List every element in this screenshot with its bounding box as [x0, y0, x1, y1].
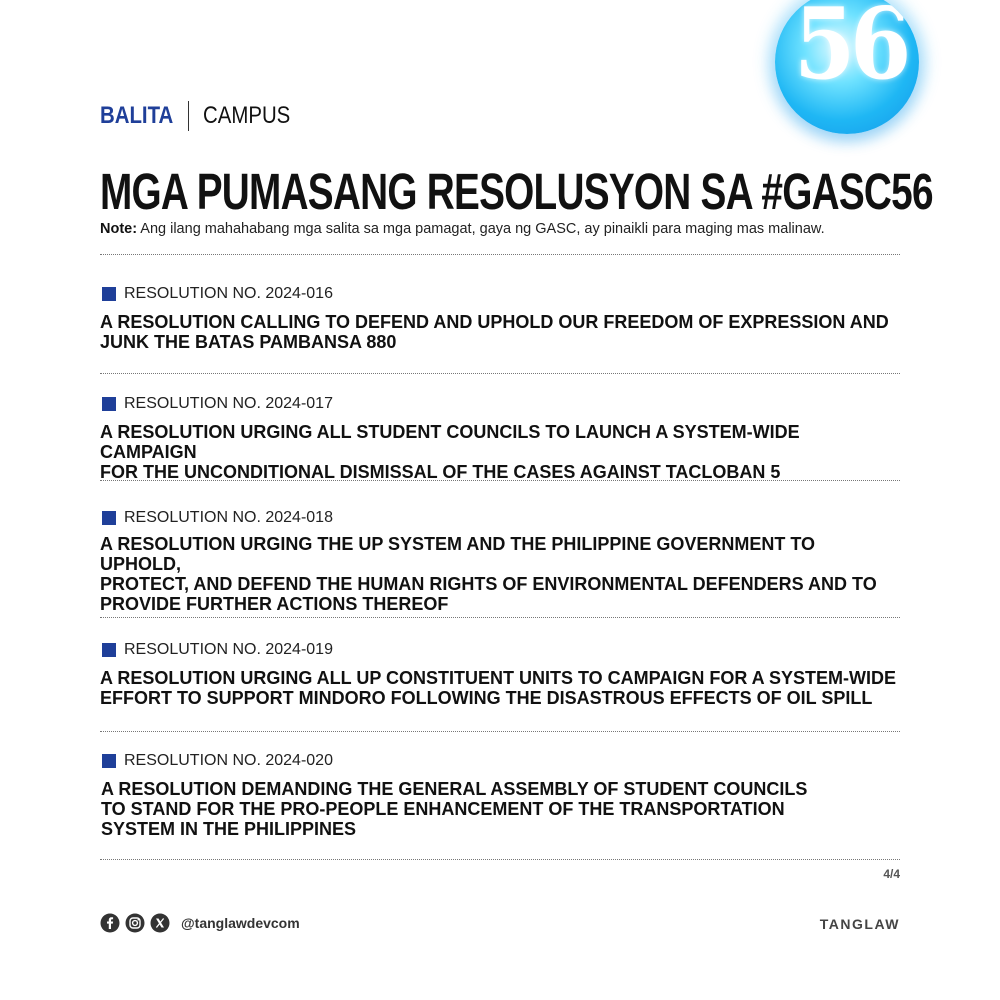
resolution-number-text: RESOLUTION NO. 2024-019: [124, 641, 333, 658]
resolution-number: [100, 284, 900, 304]
bullet-square-icon: [102, 754, 116, 768]
resolution-item: [100, 751, 900, 839]
facebook-icon[interactable]: [100, 913, 120, 933]
resolution-number: [100, 751, 900, 771]
resolution-title: A RESOLUTION CALLING TO DEFEND AND UPHOLD OUR FREEDOM OF EXPRESSION AND JUNK THE BATAS PAMBANSA 880: [100, 312, 889, 352]
resolution-title: A RESOLUTION URGING ALL STUDENT COUNCILS TO LAUNCH A SYSTEM-WIDE CAMPAIGN FOR THE UNCONDITIONAL DISMISSAL OF THE CASES AGAINST TACLOBAN 5: [100, 422, 800, 482]
social-handle[interactable]: @tanglawdevcom: [181, 915, 300, 931]
divider: [100, 617, 900, 618]
subsection-label[interactable]: CAMPUS: [203, 102, 291, 129]
page-indicator: 4/4: [883, 867, 900, 881]
note-label: Note:: [100, 221, 138, 237]
bullet-square-icon: [102, 287, 116, 301]
divider: [100, 731, 900, 732]
resolution-number-text: RESOLUTION NO. 2024-018: [124, 509, 333, 526]
section-label[interactable]: BALITA: [100, 102, 174, 129]
resolution-item: [100, 508, 900, 614]
divider: [100, 859, 900, 860]
bullet-square-icon: [102, 511, 116, 525]
header-divider: [188, 101, 189, 131]
divider: [100, 254, 900, 255]
bullet-square-icon: [102, 643, 116, 657]
resolution-number-text: RESOLUTION NO. 2024-020: [124, 752, 333, 769]
divider: [100, 480, 900, 481]
bullet-square-icon: [102, 397, 116, 411]
resolution-number: [100, 394, 900, 414]
x-icon[interactable]: [150, 913, 170, 933]
footer: [100, 913, 300, 933]
resolution-number-text: RESOLUTION NO. 2024-016: [124, 285, 333, 302]
resolution-item: [100, 284, 900, 352]
resolution-item: [100, 640, 900, 708]
resolution-number: [100, 508, 900, 528]
anniversary-56-badge: [775, 0, 919, 134]
instagram-icon[interactable]: [125, 913, 145, 933]
page-title: MGA PUMASANG RESOLUSYON SA #GASC56: [100, 163, 933, 220]
divider: [100, 373, 900, 374]
header-row: [100, 100, 306, 132]
badge-number: 56: [794, 0, 906, 102]
resolution-number-text: RESOLUTION NO. 2024-017: [124, 395, 333, 412]
resolution-title: A RESOLUTION URGING ALL UP CONSTITUENT UNITS TO CAMPAIGN FOR A SYSTEM-WIDE EFFORT TO SUPPORT MINDORO FOLLOWING THE DISASTROUS EFFECTS OF OIL SPILL: [100, 668, 897, 708]
resolution-number: [100, 640, 900, 660]
resolution-title: A RESOLUTION DEMANDING THE GENERAL ASSEMBLY OF STUDENT COUNCILS TO STAND FOR THE PRO-PEOPLE ENHANCEMENT OF THE TRANSPORTATION SYSTEM IN THE PHILIPPINES: [101, 779, 808, 839]
resolution-item: [100, 394, 900, 482]
note: [100, 221, 825, 237]
resolution-title: A RESOLUTION URGING THE UP SYSTEM AND THE PHILIPPINE GOVERNMENT TO UPHOLD, PROTECT, AND DEFEND THE HUMAN RIGHTS OF ENVIRONMENTAL DEFENDERS AND TO PROVIDE FURTHER ACTIONS THEREOF: [100, 534, 877, 614]
brand-logo: TANGLAW: [819, 916, 900, 932]
note-text: Ang ilang mahahabang mga salita sa mga pamagat, gaya ng GASC, ay pinaikli para maging mas malinaw.: [137, 221, 825, 237]
